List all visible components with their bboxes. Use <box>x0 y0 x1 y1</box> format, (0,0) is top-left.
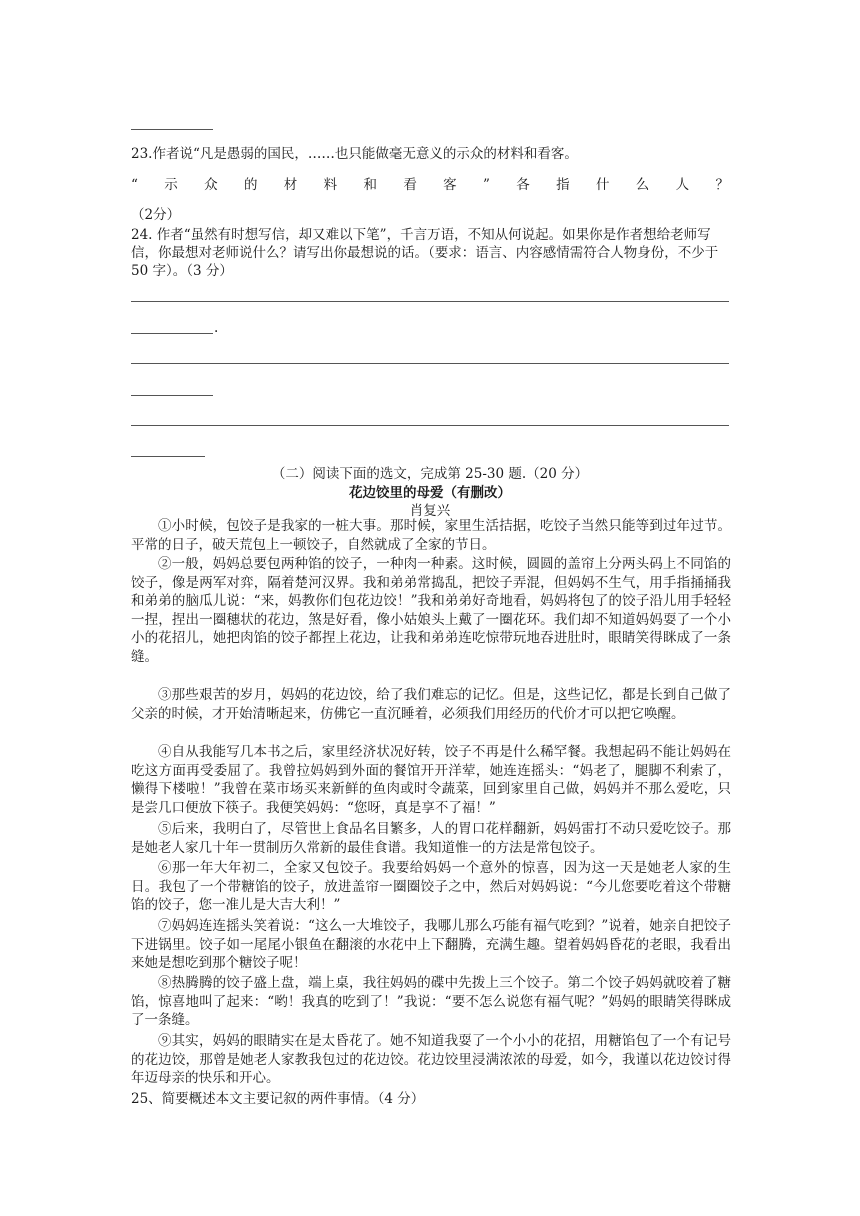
question-23-text: 23.作者说“凡是愚弱的国民，……也只能做毫无意义的示众的材料和看客。 <box>131 146 578 162</box>
question-23-char: 料 <box>323 177 338 193</box>
question-23-spaced-line <box>131 176 729 194</box>
question-23-char: 和 <box>363 177 377 193</box>
article-paragraph-5: ⑤后来，我明白了，尽管世上食品名目繁多，人的胃口花样翻新，妈妈雷打不动只爱吃饺子。那是她老人家几十年一贯制历久常新的最佳食谱。我知道惟一的方法是常包饺子。 <box>131 821 731 856</box>
answer-blank-line <box>131 301 729 302</box>
article-paragraph-4: ④自从我能写几本书之后，家里经济状况好转，饺子不再是什么稀罕餐。我想起码不能让妈妈在吃这方面再受委屈了。我曾拉妈妈到外面的餐馆开开洋荤，她连连摇头：“妈老了，腿脚不利索了，懒得下楼啦！”我曾在菜市场买来新鲜的鱼肉或时令蔬菜，回到家里自己做，妈妈并不那么爱吃，只是尝几口便放下筷子。我便笑妈妈：“您呀，真是享不了福！” <box>131 744 731 816</box>
question-23-char: 众 <box>204 177 218 193</box>
article-paragraph-1: ①小时候，包饺子是我家的一桩大事。那时候，家里生活拮据，吃饺子当然只能等到过年过节。平常的日子，破天荒包上一顿饺子，自然就成了全家的节日。 <box>131 518 731 553</box>
article-author: 肖复兴 <box>409 503 451 519</box>
question-23-char: “ <box>131 177 138 193</box>
question-23-char: 客 <box>443 177 457 193</box>
section-heading: （二）阅读下面的选文，完成第 25-30 题.（20 分） <box>271 466 589 482</box>
answer-blank-line <box>131 425 729 426</box>
answer-blank-line <box>131 456 205 457</box>
question-23-char: 各 <box>516 177 530 193</box>
question-25-text: 25、简要概述本文主要记叙的两件事情。（4 分） <box>131 1091 425 1107</box>
question-23-char: 的 <box>243 177 258 193</box>
answer-blank-line <box>131 395 213 396</box>
question-23-char: ” <box>483 177 490 193</box>
question-23-char: 什 <box>595 177 610 193</box>
question-23-char: ？ <box>715 177 729 193</box>
answer-blank-line <box>131 333 213 334</box>
article-paragraph-6: ⑥那一年大年初二，全家又包饺子。我要给妈妈一个意外的惊喜，因为这一天是她老人家的生日。我包了一个带糖馅的饺子，放进盖帘一圈圈饺子之中，然后对妈妈说：“今儿您要吃着这个带糖馅的饺子，您一准儿是大吉大利！” <box>131 860 731 914</box>
answer-blank-line <box>131 129 213 130</box>
article-paragraph-2: ②一般，妈妈总要包两种馅的饺子，一种肉一种素。这时候，圆圆的盖帘上分两头码上不同馅的饺子，像是两军对弈，隔着楚河汉界。我和弟弟常捣乱，把饺子弄混，但妈妈不生气，用手指捅捅我和弟弟的脑瓜儿说：“来，妈教你们包花边饺！”我和弟弟好奇地看，妈妈将包了的饺子沿儿用手轻轻一捏，捏出一圈穗状的花边，煞是好看，像小姑娘头上戴了一圈花环。我们却不知道妈妈耍了一个小小的花招儿，她把肉馅的饺子都捏上花边，让我和弟弟连吃惊带玩地吞进肚时，眼睛笑得眯成了一条缝。 <box>131 556 731 665</box>
question-23-char: 材 <box>283 177 298 193</box>
answer-blank-line <box>131 363 729 364</box>
answer-period: . <box>214 320 219 336</box>
question-23-char: 么 <box>635 177 650 193</box>
article-paragraph-9: ⑨其实，妈妈的眼睛实在是太昏花了。她不知道我耍了一个小小的花招，用糖馅包了一个有记号的花边饺，那曾是她老人家教我包过的花边饺。花边饺里浸满浓浓的母爱，如今，我谨以花边饺讨得年迈母亲的快乐和开心。 <box>131 1033 731 1087</box>
article-title: 花边饺里的母爱（有删改） <box>349 485 511 501</box>
question-23-char: 人 <box>675 177 690 193</box>
question-23-score: （2分） <box>131 207 181 223</box>
article-paragraph-3: ③那些艰苦的岁月，妈妈的花边饺，给了我们难忘的记忆。但是，这些记忆，都是长到自己做了父亲的时候，才开始清晰起来，仿佛它一直沉睡着，必须我们用经历的代价才可以把它唤醒。 <box>131 687 731 722</box>
question-23-char: 看 <box>403 177 417 193</box>
question-23-char: 示 <box>164 177 178 193</box>
question-24-text: 24. 作者“虽然有时想写信，却又难以下笔”，千言万语，不知从何说起。如果你是作者想给老师写信，你最想对老师说什么？请写出你最想说的话。（要求：语言、内容感情需符合人物身份，不少于 50 字）。（3 分） <box>131 227 719 279</box>
question-23-char: 指 <box>556 177 570 193</box>
article-paragraph-8: ⑧热腾腾的饺子盛上盘，端上桌，我往妈妈的碟中先拨上三个饺子。第二个饺子妈妈就咬着了糖馅，惊喜地叫了起来：“哟！我真的吃到了！”我说：“要不怎么说您有福气呢？”妈妈的眼睛笑得眯成了一条缝。 <box>131 975 731 1029</box>
article-paragraph-7: ⑦妈妈连连摇头笑着说：“这么一大堆饺子，我哪儿那么巧能有福气吃到？”说着，她亲自把饺子下进锅里。饺子如一尾尾小银鱼在翻滚的水花中上下翻腾，充满生趣。望着妈妈昏花的老眼，我看出来她是想吃到那个糖饺子呢！ <box>131 918 731 972</box>
